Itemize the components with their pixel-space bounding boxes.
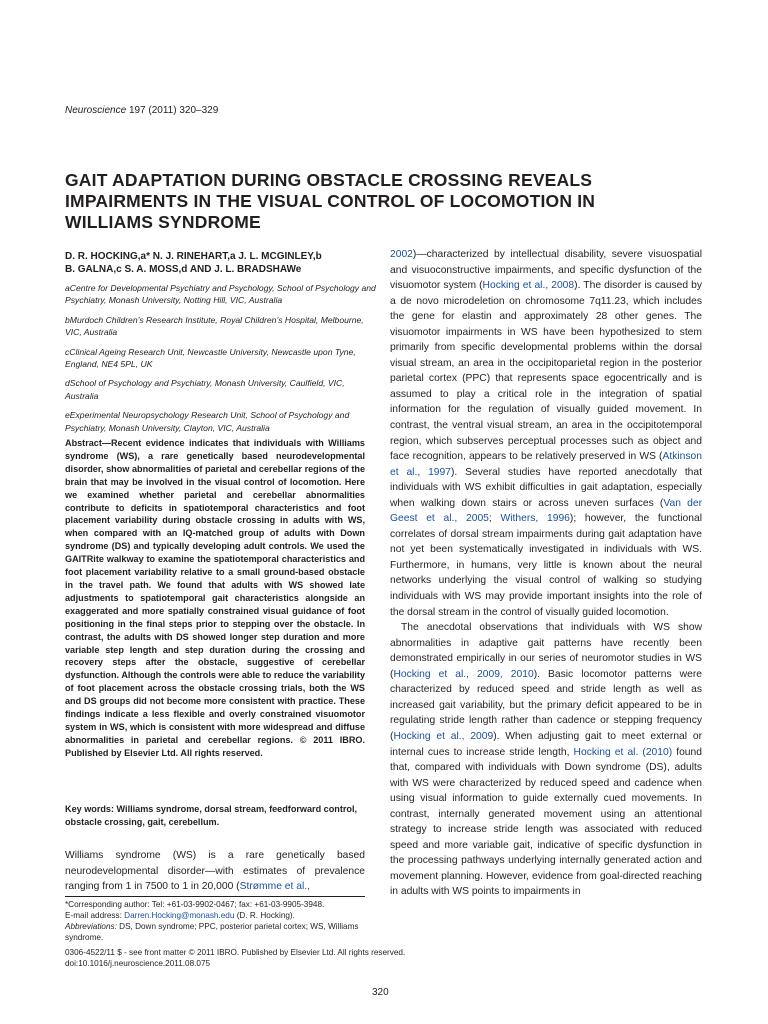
body-text: ; (488, 513, 501, 525)
affiliation-a: aCentre for Developmental Psychiatry and Psychology, School of Psychology and Psychiatry, Monash University, Notting Hill, VIC, Australia (65, 283, 376, 306)
body-text: found that, compared with individuals with Down syndrome (DS), adults with WS were characterized by reduced speed and cadence when using visual information to guide externally cued movements. In contrast, internally generated movement using an attentional strategy to increase stride length was associated with reduced speed and more variable gait, indicative of specific dysfunction in the processing pathways underlying internally generated action and movement planning. However, evidence from goal-directed reaching in adults with WS points to impairments in (390, 746, 702, 898)
reference-link[interactable]: Hocking et al., 2009 (393, 730, 494, 742)
affiliation-c: cClinical Ageing Research Unit, Newcastle University, Newcastle upon Tyne, England, NE4 5PL, UK (65, 346, 356, 370)
doi-line: doi:10.1016/j.neuroscience.2011.08.075 (65, 959, 211, 968)
reference-link[interactable]: Hocking et al., 2009, 2010 (393, 668, 534, 680)
intro-reference-link[interactable]: Strømme et al., (239, 881, 310, 892)
body-paragraph-1 (390, 247, 702, 620)
body-paragraph-2 (390, 620, 702, 900)
affiliations (65, 282, 377, 441)
intro-paragraph (65, 848, 365, 895)
intro-text: Williams syndrome (WS) is a rare genetically based neurodevelopmental disorder—with estimates of prevalence ranging from 1 in 7500 to 1 in 20,000 ( (65, 850, 365, 892)
journal-name: Neuroscience (65, 105, 127, 116)
affiliation-d: dSchool of Psychology and Psychiatry, Monash University, Caulfield, VIC, Australia (65, 378, 345, 401)
abbreviations-label: Abbreviations: (65, 922, 117, 931)
reference-link[interactable]: Hocking et al. (2010) (573, 746, 673, 758)
body-text: ); however, the functional correlates of dorsal stream impairments during gait adaptation have not yet been systematically investigated in individuals with WS. Furthermore, in humans, very little is known about the neural networks underlying the visual control of walking so studying individuals with WS may provide important insights into the role of the dorsal stream in the control of visually guided locomotion. (390, 513, 702, 618)
abstract: Abstract—Recent evidence indicates that individuals with Williams syndrome (WS), a rare genetically based neurodevelopmental disorder, show abnormalities of parietal and cerebellar regions of the brain that may be involved in the visual control of locomotion. Here we examined whether parietal and cerebellar abnormalities contribute to deficits in spatiotemporal characteristics and foot placement variability during obstacle crossing in adults with WS, when compared with an IQ-matched group of adults with Down syndrome (DS) and typically developing adult controls. We used the GAITRite walkway to examine the spatiotemporal characteristics and foot placement variability relative to a small ground-based obstacle in the travel path. We found that adults with WS showed late adjustments to spatiotemporal gait characteristics alongside an exaggerated and more spatially constrained visual guidance of foot positioning in the final steps prior to stepping over the obstacle. In contrast, the adults with DS showed longer step duration and more variable step length and step duration during the crossing and recovery steps after the obstacle, suggestive of cerebellar dysfunction. Although the controls were able to reduce the variability of foot placement across the obstacle crossing trials, both the WS and DS groups did not become more consistent with practice. These findings indicate a less flexible and overly constrained visuomotor system in WS, which is consistent with more widespread and diffuse abnormalities in parietal and cerebellar regions. © 2011 IBRO. Published by Elsevier Ltd. All rights reserved. (65, 438, 365, 758)
reference-link[interactable]: 2002 (390, 249, 413, 260)
reference-link[interactable]: Van der Geest et al., 2005 (390, 497, 702, 525)
journal-citation (65, 105, 218, 116)
body-text: The anecdotal observations that individuals with WS show abnormalities in adaptive gait patterns have recently been demonstrated empirically in our series of neuromotor studies in WS ( (390, 622, 702, 680)
author-list (65, 250, 395, 276)
volume-pages: 197 (2011) 320–329 (128, 105, 219, 116)
abbreviations (65, 921, 365, 943)
author-line-2: B. GALNA,c S. A. MOSS,d AND J. L. BRADSHAWe (65, 264, 302, 275)
author-line-1: D. R. HOCKING,a* N. J. RINEHART,a J. L. MCGINLEY,b (65, 251, 322, 262)
body-text: ). Basic locomotor patterns were characterized by reduced speed and stride length as well as increased gait variability, but the primary deficit appeared to be in regulating stride length rather than cadence or stepping frequency ( (390, 668, 702, 742)
reference-link[interactable]: Hocking et al., 2008 (482, 280, 575, 292)
keywords: Key words: Williams syndrome, dorsal stream, feedforward control, obstacle crossing, gait, cerebellum. (65, 804, 358, 827)
abbreviations-text: DS, Down syndrome; PPC, posterior parietal cortex; WS, Williams syndrome. (65, 922, 359, 942)
body-text: ). When adjusting gait to meet external or internal cues to increase stride length, (390, 730, 702, 758)
affiliation-e: eExperimental Neuropsychology Research Unit, School of Psychology and Psychiatry, Monash University, Clayton, VIC, Australia (65, 410, 350, 433)
issn-line: 0306-4522/11 $ - see front matter © 2011 IBRO. Published by Elsevier Ltd. All rights reserved. (65, 948, 406, 957)
email-line (65, 910, 365, 921)
body-text: ). The disorder is caused by a de novo microdeletion on chromosome 7q11.23, which includes the gene for elastin and approximately 28 other genes. The visuomotor impairments in WS have been hypothesized to stem primarily from specific developmental problems within the dorsal visual stream, an area in the occipitoparietal region in the posterior parietal cortex (PPC) that represents space egocentrically and is assumed to play a critical role in the integration of spatial information for the regulation of visually guided movement. In contrast, the ventral visual stream, an area in the occipitotemporal region, which subserves perceptual processes such as object and face recognition, appears to be relatively preserved in WS ( (390, 280, 702, 463)
email-link[interactable]: Darren.Hocking@monash.edu (124, 911, 235, 920)
copyright-block (65, 947, 705, 969)
body-text: ). Several studies have reported anecdotally that individuals with WS exhibit difficulties in gait adaptation, especially when walking down stairs or across uneven surfaces ( (390, 466, 702, 509)
affiliation-b: bMurdoch Children’s Research Institute, Royal Children’s Hospital, Melbourne, VIC, Australia (65, 314, 364, 338)
corresponding-author: *Corresponding author: Tel: +61-03-9902-0467; fax: +61-03-9905-3948. (65, 900, 325, 909)
right-column (390, 247, 702, 900)
article-title: GAIT ADAPTATION DURING OBSTACLE CROSSING REVEALS IMPAIRMENTS IN THE VISUAL CONTROL OF LOCOMOTION IN WILLIAMS SYNDROME (65, 170, 596, 232)
body-text: )—characterized by intellectual disability, severe visuospatial and visuoconstructive impairments, and specific dysfunction of the visuomotor system ( (390, 249, 702, 292)
reference-link[interactable]: Atkinson et al., 1997 (390, 451, 702, 478)
reference-link[interactable]: Withers, 1996 (500, 513, 570, 525)
email-suffix: (D. R. Hocking). (234, 911, 295, 920)
footnotes (65, 899, 365, 943)
footnote-divider (65, 896, 365, 897)
email-label: E-mail address: (65, 911, 125, 920)
page-number: 320 (372, 987, 389, 998)
